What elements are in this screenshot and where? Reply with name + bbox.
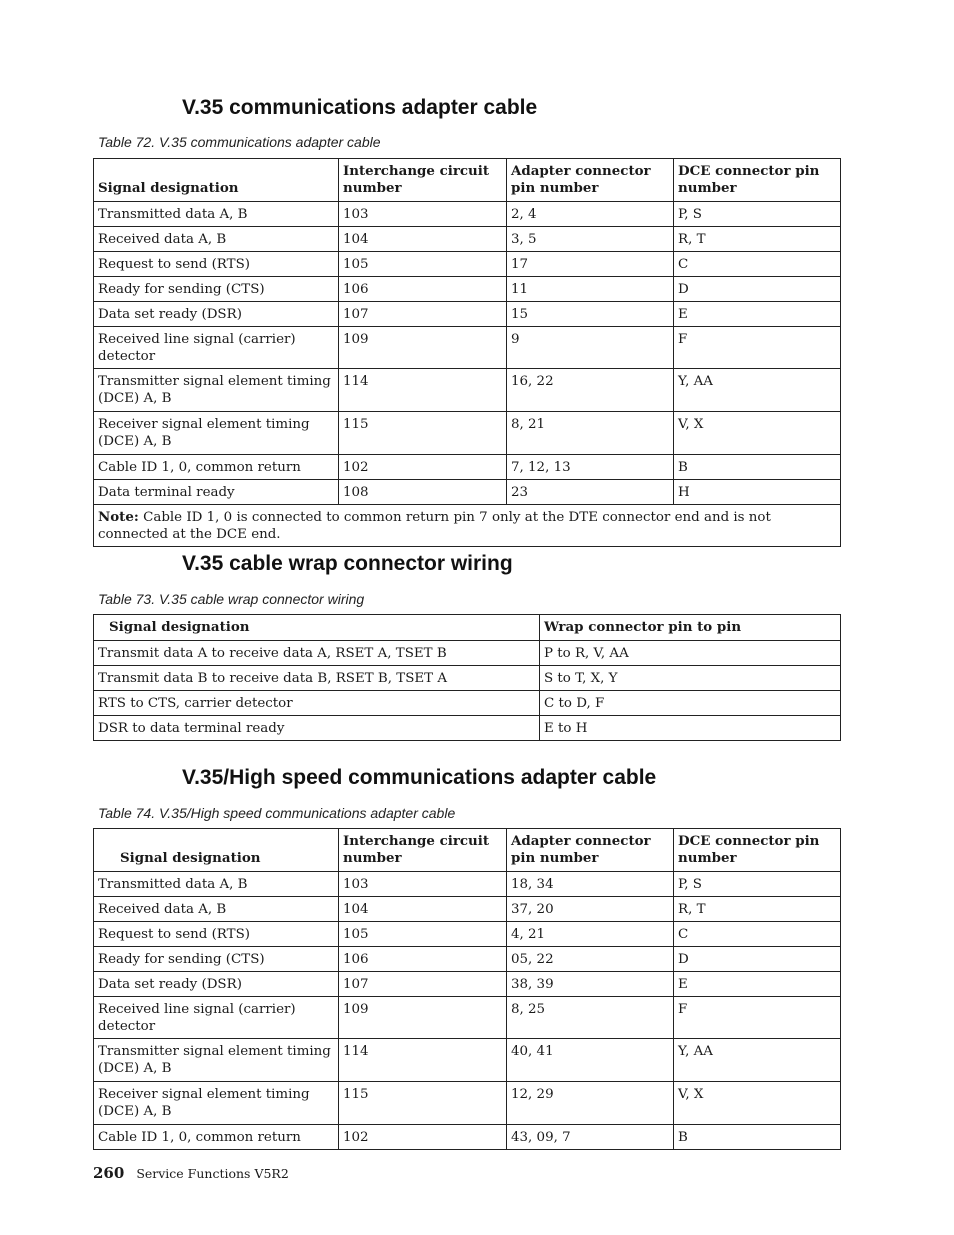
column-header: Interchange circuit number	[339, 159, 507, 202]
table-cell: 105	[339, 922, 507, 947]
table-row	[94, 480, 841, 505]
table-cell: 107	[339, 972, 507, 997]
table-cell: Transmit data A to receive data A, RSET A, TSET B	[94, 641, 540, 666]
table-cell: 3, 5	[507, 227, 674, 252]
table-cell: V, X	[674, 1082, 841, 1125]
column-header: DCE connector pin number	[674, 829, 841, 872]
table-cell: 8, 25	[507, 997, 674, 1039]
table-caption-74: Table 74. V.35/High speed communications adapter cable	[98, 805, 456, 821]
table-cell: H	[674, 480, 841, 505]
table-cell: 103	[339, 202, 507, 227]
table-cell: 38, 39	[507, 972, 674, 997]
section-heading-v35-cable: V.35 communications adapter cable	[182, 96, 538, 119]
table-row	[94, 947, 841, 972]
table-row	[94, 972, 841, 997]
note-text: Cable ID 1, 0 is connected to common return pin 7 only at the DTE connector end and is not connected at the DCE end.	[98, 510, 771, 542]
table-cell: 05, 22	[507, 947, 674, 972]
table-cell: Transmitter signal element timing (DCE) A, B	[94, 369, 339, 412]
table-cell: Data set ready (DSR)	[94, 972, 339, 997]
table-cell: 8, 21	[507, 412, 674, 455]
table-cell: 104	[339, 897, 507, 922]
table-row	[94, 327, 841, 369]
column-header: Signal designation	[94, 829, 339, 872]
table-cell: F	[674, 327, 841, 369]
column-header: Interchange circuit number	[339, 829, 507, 872]
table-cell: 115	[339, 1082, 507, 1125]
table-cell: Data set ready (DSR)	[94, 302, 339, 327]
table-row	[94, 455, 841, 480]
table-cell: 15	[507, 302, 674, 327]
table-cell: Received line signal (carrier) detector	[94, 997, 339, 1039]
table-v35-adapter-cable	[93, 158, 841, 547]
table-caption-72: Table 72. V.35 communications adapter cable	[98, 134, 381, 150]
table-cell: 108	[339, 480, 507, 505]
table-cell: P, S	[674, 872, 841, 897]
table-header-row	[94, 829, 841, 872]
table-cell: F	[674, 997, 841, 1039]
table-row	[94, 277, 841, 302]
column-header: Signal designation	[94, 159, 339, 202]
table-cell: Received data A, B	[94, 897, 339, 922]
table-cell: Receiver signal element timing (DCE) A, B	[94, 412, 339, 455]
table-row	[94, 897, 841, 922]
page-number: 260	[93, 1164, 125, 1182]
table-note-row	[94, 505, 841, 547]
table-row	[94, 872, 841, 897]
table-cell: S to T, X, Y	[540, 666, 841, 691]
table-row	[94, 641, 841, 666]
table-cell: E to H	[540, 716, 841, 741]
note-label: Note:	[98, 509, 139, 525]
table-row	[94, 369, 841, 412]
table-cell: 102	[339, 455, 507, 480]
column-header: Adapter connector pin number	[507, 829, 674, 872]
table-cell: 105	[339, 252, 507, 277]
table-cell: E	[674, 302, 841, 327]
column-header: Adapter connector pin number	[507, 159, 674, 202]
table-cell: P to R, V, AA	[540, 641, 841, 666]
table-cell: 12, 29	[507, 1082, 674, 1125]
table-cell: 9	[507, 327, 674, 369]
table-cell: Transmitted data A, B	[94, 202, 339, 227]
table-cell: 40, 41	[507, 1039, 674, 1082]
table-row	[94, 1125, 841, 1150]
table-cell: Request to send (RTS)	[94, 252, 339, 277]
table-cell: V, X	[674, 412, 841, 455]
table-cell: 11	[507, 277, 674, 302]
table-cell: Y, AA	[674, 1039, 841, 1082]
table-cell: 109	[339, 997, 507, 1039]
table-row	[94, 302, 841, 327]
table-cell: DSR to data terminal ready	[94, 716, 540, 741]
table-cell: Ready for sending (CTS)	[94, 277, 339, 302]
table-cell: Request to send (RTS)	[94, 922, 339, 947]
table-row	[94, 922, 841, 947]
table-cell: 2, 4	[507, 202, 674, 227]
column-header: Wrap connector pin to pin	[540, 615, 841, 641]
table-row	[94, 1082, 841, 1125]
column-header: Signal designation	[94, 615, 540, 641]
table-cell: 23	[507, 480, 674, 505]
table-row	[94, 666, 841, 691]
table-cell: B	[674, 455, 841, 480]
table-cell: 17	[507, 252, 674, 277]
table-cell: 103	[339, 872, 507, 897]
table-cell: 106	[339, 277, 507, 302]
table-cell: Data terminal ready	[94, 480, 339, 505]
table-cell: Ready for sending (CTS)	[94, 947, 339, 972]
table-wrap-connector-wiring	[93, 614, 841, 741]
table-cell: Cable ID 1, 0, common return	[94, 455, 339, 480]
table-cell: 107	[339, 302, 507, 327]
table-cell: Cable ID 1, 0, common return	[94, 1125, 339, 1150]
table-cell: B	[674, 1125, 841, 1150]
table-cell: Receiver signal element timing (DCE) A, B	[94, 1082, 339, 1125]
table-cell: 43, 09, 7	[507, 1125, 674, 1150]
table-cell: 37, 20	[507, 897, 674, 922]
table-cell: 114	[339, 1039, 507, 1082]
table-cell: RTS to CTS, carrier detector	[94, 691, 540, 716]
table-cell: 102	[339, 1125, 507, 1150]
table-cell: 106	[339, 947, 507, 972]
table-header-row	[94, 159, 841, 202]
table-cell: Received data A, B	[94, 227, 339, 252]
table-cell: Y, AA	[674, 369, 841, 412]
table-cell: Received line signal (carrier) detector	[94, 327, 339, 369]
table-row	[94, 252, 841, 277]
section-heading-high-speed-cable: V.35/High speed communications adapter cable	[182, 766, 657, 789]
table-cell: E	[674, 972, 841, 997]
table-cell: D	[674, 277, 841, 302]
table-cell: C to D, F	[540, 691, 841, 716]
table-cell: Transmit data B to receive data B, RSET B, TSET A	[94, 666, 540, 691]
footer-title: Service Functions V5R2	[136, 1166, 289, 1181]
table-row	[94, 691, 841, 716]
table-cell: Transmitted data A, B	[94, 872, 339, 897]
table-cell: 16, 22	[507, 369, 674, 412]
table-cell: Transmitter signal element timing (DCE) A, B	[94, 1039, 339, 1082]
table-cell: 109	[339, 327, 507, 369]
column-header: DCE connector pin number	[674, 159, 841, 202]
table-cell: C	[674, 922, 841, 947]
table-cell: 18, 34	[507, 872, 674, 897]
table-cell: 4, 21	[507, 922, 674, 947]
table-cell: R, T	[674, 897, 841, 922]
table-cell: R, T	[674, 227, 841, 252]
table-row	[94, 997, 841, 1039]
table-cell: 7, 12, 13	[507, 455, 674, 480]
page-footer	[93, 1163, 289, 1182]
table-row	[94, 412, 841, 455]
table-cell: 114	[339, 369, 507, 412]
table-note	[94, 505, 841, 547]
table-high-speed-adapter-cable	[93, 828, 841, 1150]
table-header-row	[94, 615, 841, 641]
table-cell: D	[674, 947, 841, 972]
table-cell: 104	[339, 227, 507, 252]
table-row	[94, 1039, 841, 1082]
table-row	[94, 227, 841, 252]
section-heading-wrap-connector: V.35 cable wrap connector wiring	[182, 552, 513, 575]
table-row	[94, 202, 841, 227]
table-cell: P, S	[674, 202, 841, 227]
table-caption-73: Table 73. V.35 cable wrap connector wiring	[98, 591, 365, 607]
table-row	[94, 716, 841, 741]
table-cell: 115	[339, 412, 507, 455]
table-cell: C	[674, 252, 841, 277]
